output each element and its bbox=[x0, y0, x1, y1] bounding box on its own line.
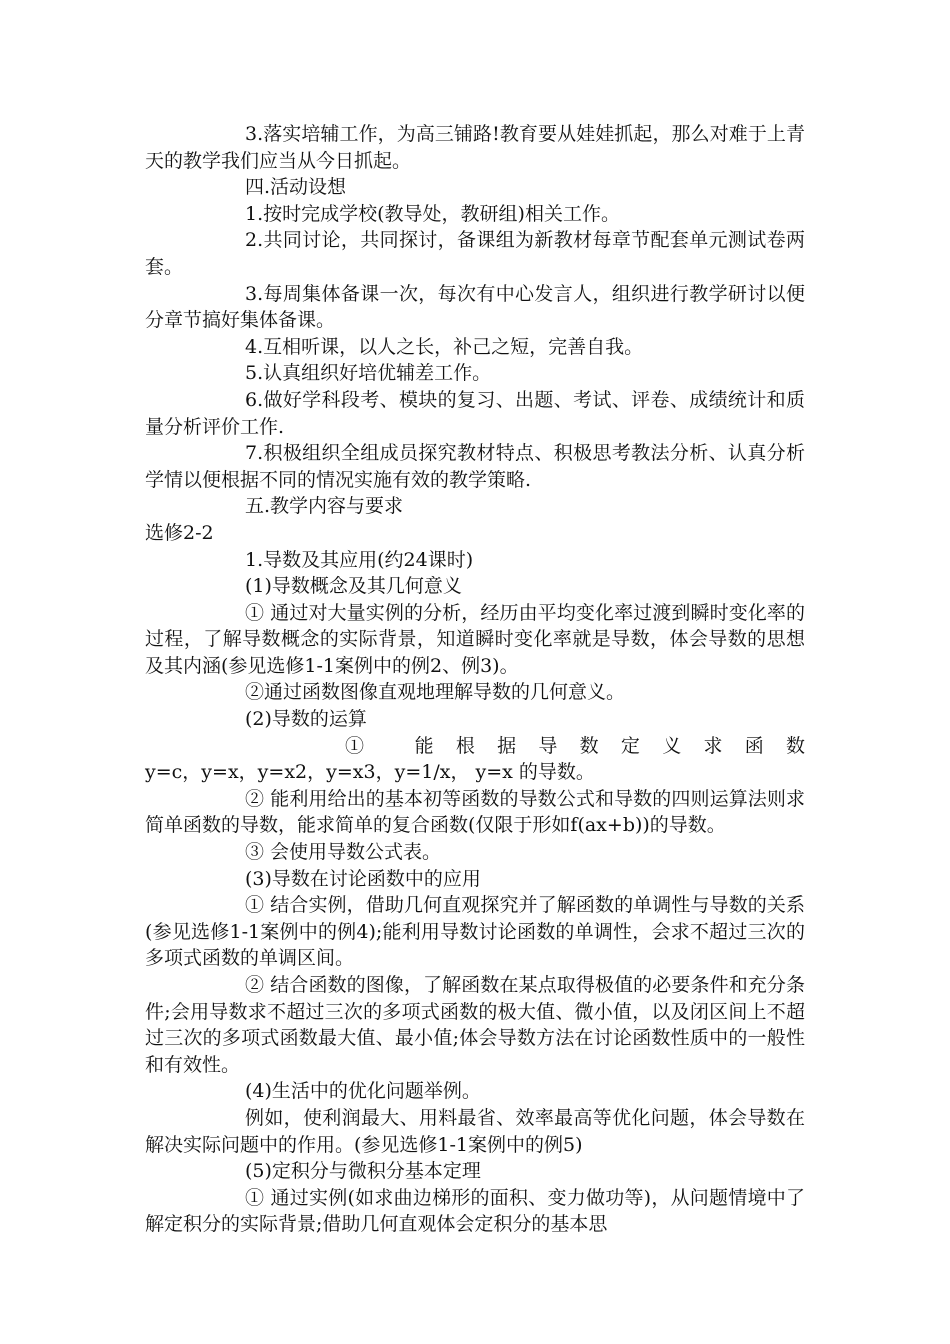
paragraph: (4)生活中的优化问题举例。 bbox=[245, 1080, 481, 1103]
paragraph: ① 通过实例(如求曲边梯形的面积、变力做功等)，从问题情境中了解定积分的实际背景;借助几何直观体会定积分的基本思 bbox=[145, 1186, 805, 1236]
paragraph: ① 能根据导数定义求函数 bbox=[345, 734, 805, 757]
paragraph: 2.共同讨论，共同探讨，备课组为新教材每章节配套单元测试卷两套。 bbox=[145, 229, 805, 278]
paragraph: (3)导数在讨论函数中的应用 bbox=[245, 867, 481, 890]
paragraph: 选修2-2 bbox=[145, 521, 214, 544]
paragraph: 5.认真组织好培优辅差工作。 bbox=[245, 362, 492, 385]
paragraph: 3.落实培辅工作，为高三铺路!教育要从娃娃抓起，那么对难于上青天的教学我们应当从今日抓起。 bbox=[145, 123, 805, 172]
paragraph: ③ 会使用导数公式表。 bbox=[245, 841, 442, 864]
paragraph: ② 结合函数的图像，了解函数在某点取得极值的必要条件和充分条件;会用导数求不超过三次的多项式函数的极大值、微小值，以及闭区间上不超过三次的多项式函数最大值、最小值;体会导数方法在讨论函数性质中的一般性和有效性。 bbox=[145, 974, 805, 1076]
paragraph: (2)导数的运算 bbox=[245, 708, 367, 731]
paragraph: 6.做好学科段考、模块的复习、出题、考试、评卷、成绩统计和质量分析评价工作. bbox=[145, 388, 805, 438]
paragraph: 五.教学内容与要求 bbox=[245, 495, 404, 518]
paragraph: 四.活动设想 bbox=[245, 176, 347, 199]
paragraph: ② 能利用给出的基本初等函数的导数公式和导数的四则运算法则求简单函数的导数，能求简单的复合函数(仅限于形如f(ax+b))的导数。 bbox=[145, 787, 805, 837]
paragraph: ②通过函数图像直观地理解导数的几何意义。 bbox=[245, 681, 626, 704]
paragraph: 1.按时完成学校(教导处，教研组)相关工作。 bbox=[245, 202, 620, 225]
paragraph: 4.互相听课，以人之长，补己之短，完善自我。 bbox=[245, 335, 644, 358]
paragraph: 1.导数及其应用(约24课时) bbox=[245, 548, 474, 571]
paragraph: (1)导数概念及其几何意义 bbox=[245, 575, 462, 598]
paragraph: 7.积极组织全组成员探究教材特点、积极思考教法分析、认真分析学情以便根据不同的情况实施有效的教学策略. bbox=[145, 442, 805, 491]
paragraph: ① 通过对大量实例的分析，经历由平均变化率过渡到瞬时变化率的过程，了解导数概念的实际背景，知道瞬时变化率就是导数，体会导数的思想及其内涵(参见选修1-1案例中的例2、例3)。 bbox=[145, 601, 805, 677]
document-page bbox=[145, 121, 805, 1238]
paragraph: ① 结合实例，借助几何直观探究并了解函数的单调性与导数的关系(参见选修1-1案例中的例4);能利用导数讨论函数的单调性，会求不超过三次的多项式函数的单调区间。 bbox=[145, 894, 805, 970]
paragraph: 例如，使利润最大、用料最省、效率最高等优化问题，体会导数在解决实际问题中的作用。(参见选修1-1案例中的例5) bbox=[145, 1106, 805, 1156]
paragraph: y=c，y=x，y=x2，y=x3，y=1/x， y=x 的导数。 bbox=[145, 761, 595, 784]
paragraph: (5)定积分与微积分基本定理 bbox=[245, 1160, 481, 1183]
paragraph: 3.每周集体备课一次，每次有中心发言人，组织进行教学研讨以便分章节搞好集体备课。 bbox=[145, 282, 805, 332]
